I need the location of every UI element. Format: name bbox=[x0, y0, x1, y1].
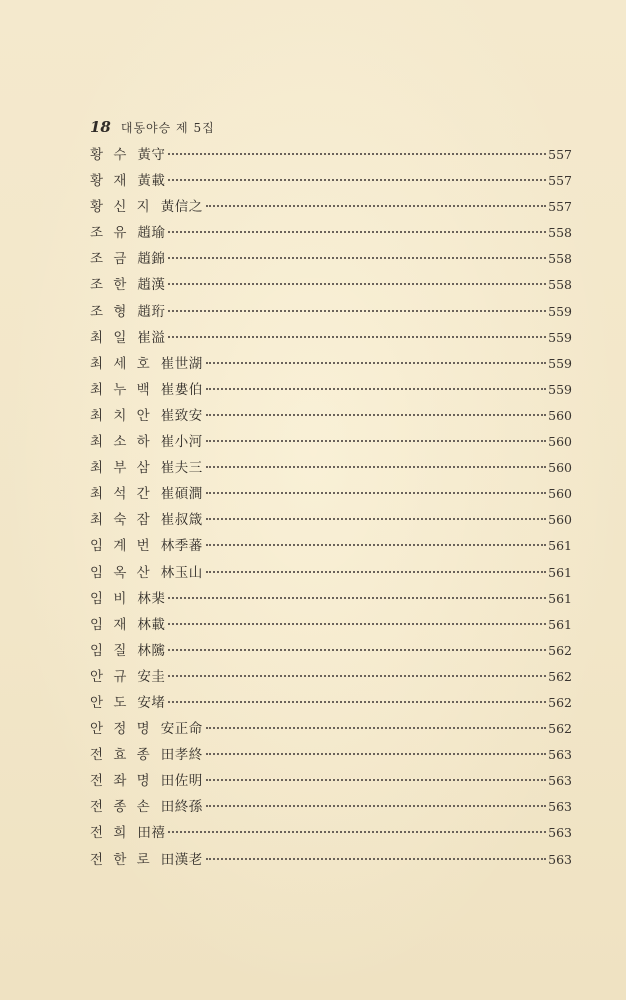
entry-hanja: 安圭 bbox=[137, 668, 166, 685]
entry-name: 임 비 bbox=[90, 590, 130, 607]
entry-hanja: 安正命 bbox=[160, 721, 203, 738]
entry-name: 최 누 백 bbox=[90, 381, 153, 398]
entry-page-number: 563 bbox=[548, 799, 572, 815]
toc-entry bbox=[90, 795, 572, 821]
dot-leader bbox=[168, 831, 546, 833]
entry-hanja: 崔碩澗 bbox=[160, 486, 203, 503]
toc-entry bbox=[90, 247, 572, 273]
entry-hanja: 崔夫三 bbox=[160, 460, 203, 477]
dot-leader bbox=[168, 623, 546, 625]
dot-leader bbox=[168, 336, 546, 338]
entry-page-number: 557 bbox=[548, 147, 572, 162]
entry-page-number: 560 bbox=[548, 460, 572, 476]
entry-name: 조 형 bbox=[90, 303, 130, 320]
entry-name: 황 신 지 bbox=[90, 199, 153, 216]
dot-leader bbox=[206, 205, 546, 207]
entry-name: 전 효 종 bbox=[90, 747, 153, 764]
entry-page-number: 562 bbox=[548, 694, 572, 710]
toc-entry bbox=[90, 352, 572, 378]
entry-name: 최 석 간 bbox=[90, 486, 153, 503]
entry-page-number: 561 bbox=[548, 564, 572, 580]
entry-name: 최 숙 잠 bbox=[90, 512, 153, 529]
dot-leader bbox=[206, 753, 546, 755]
toc-entry bbox=[90, 639, 572, 665]
entry-page-number: 560 bbox=[548, 512, 572, 528]
entry-page-number: 560 bbox=[548, 407, 572, 423]
dot-leader bbox=[168, 283, 546, 285]
dot-leader bbox=[206, 414, 546, 416]
entry-hanja: 崔叔箴 bbox=[160, 512, 203, 529]
page-number: 18 bbox=[90, 118, 111, 136]
toc-entry bbox=[90, 195, 572, 221]
entry-hanja: 黃信之 bbox=[160, 199, 203, 216]
entry-hanja: 趙瑜 bbox=[137, 225, 166, 242]
entry-hanja: 崔世湖 bbox=[160, 355, 203, 372]
entry-name: 최 소 하 bbox=[90, 434, 153, 451]
entry-page-number: 558 bbox=[548, 225, 572, 241]
dot-leader bbox=[168, 675, 546, 677]
entry-page-number: 563 bbox=[548, 773, 572, 789]
toc-entry bbox=[90, 221, 572, 247]
entry-name: 전 한 로 bbox=[90, 851, 153, 868]
entry-name: 전 좌 명 bbox=[90, 773, 153, 790]
entry-name: 전 희 bbox=[90, 825, 130, 842]
toc-entry bbox=[90, 404, 572, 430]
dot-leader bbox=[168, 597, 546, 599]
entry-page-number: 557 bbox=[548, 199, 572, 215]
entry-hanja: 黃載 bbox=[137, 173, 166, 190]
entry-name: 황 수 bbox=[90, 147, 130, 163]
dot-leader bbox=[206, 858, 546, 860]
entry-page-number: 560 bbox=[548, 434, 572, 450]
entry-hanja: 林棐 bbox=[137, 590, 166, 607]
entry-page-number: 563 bbox=[548, 851, 572, 867]
page-header bbox=[90, 118, 215, 140]
entry-hanja: 崔小河 bbox=[160, 434, 203, 451]
entry-hanja: 黃守 bbox=[137, 147, 166, 163]
entry-page-number: 561 bbox=[548, 616, 572, 632]
entry-name: 조 금 bbox=[90, 251, 130, 268]
entry-hanja: 安堵 bbox=[137, 694, 166, 711]
entry-page-number: 562 bbox=[548, 668, 572, 684]
entry-page-number: 562 bbox=[548, 721, 572, 737]
entry-hanja: 趙錦 bbox=[137, 251, 166, 268]
entry-page-number: 559 bbox=[548, 381, 572, 397]
entry-hanja: 崔婁伯 bbox=[160, 381, 203, 398]
entry-hanja: 田禧 bbox=[137, 825, 166, 842]
dot-leader bbox=[206, 388, 546, 390]
dot-leader bbox=[168, 153, 546, 155]
toc-entry bbox=[90, 534, 572, 560]
book-title: 대동야승 제 5집 bbox=[120, 121, 215, 135]
toc-entry bbox=[90, 717, 572, 743]
dot-leader bbox=[168, 179, 546, 181]
entry-page-number: 557 bbox=[548, 173, 572, 189]
dot-leader bbox=[206, 440, 546, 442]
entry-page-number: 563 bbox=[548, 747, 572, 763]
toc-entry bbox=[90, 482, 572, 508]
toc-entry bbox=[90, 665, 572, 691]
entry-name: 전 종 손 bbox=[90, 799, 153, 816]
entry-name: 안 정 명 bbox=[90, 721, 153, 738]
toc-entry bbox=[90, 691, 572, 717]
dot-leader bbox=[206, 727, 546, 729]
dot-leader bbox=[168, 257, 546, 259]
dot-leader bbox=[206, 805, 546, 807]
entry-hanja: 崔溢 bbox=[137, 329, 166, 346]
dot-leader bbox=[168, 649, 546, 651]
dot-leader bbox=[206, 466, 546, 468]
table-of-contents bbox=[90, 143, 572, 874]
entry-hanja: 崔致安 bbox=[160, 407, 203, 424]
toc-entry bbox=[90, 430, 572, 456]
toc-entry bbox=[90, 743, 572, 769]
entry-hanja: 林季蕃 bbox=[160, 538, 203, 555]
entry-hanja: 田漢老 bbox=[160, 851, 203, 868]
toc-entry bbox=[90, 169, 572, 195]
entry-page-number: 559 bbox=[548, 303, 572, 319]
toc-entry bbox=[90, 821, 572, 847]
entry-page-number: 559 bbox=[548, 329, 572, 345]
entry-name: 안 도 bbox=[90, 694, 130, 711]
entry-hanja: 田佐明 bbox=[160, 773, 203, 790]
entry-page-number: 560 bbox=[548, 486, 572, 502]
toc-entry bbox=[90, 508, 572, 534]
toc-entry bbox=[90, 143, 572, 169]
dot-leader bbox=[206, 544, 546, 546]
dot-leader bbox=[168, 231, 546, 233]
entry-name: 조 유 bbox=[90, 225, 130, 242]
entry-name: 최 치 안 bbox=[90, 407, 153, 424]
entry-hanja: 趙珩 bbox=[137, 303, 166, 320]
entry-name: 최 일 bbox=[90, 329, 130, 346]
entry-name: 안 규 bbox=[90, 668, 130, 685]
entry-hanja: 田終孫 bbox=[160, 799, 203, 816]
toc-entry bbox=[90, 561, 572, 587]
toc-entry bbox=[90, 587, 572, 613]
entry-name: 황 재 bbox=[90, 173, 130, 190]
entry-name: 최 부 삼 bbox=[90, 460, 153, 477]
entry-name: 임 옥 산 bbox=[90, 564, 153, 581]
entry-hanja: 林載 bbox=[137, 616, 166, 633]
dot-leader bbox=[168, 310, 546, 312]
entry-hanja: 田孝終 bbox=[160, 747, 203, 764]
toc-entry bbox=[90, 848, 572, 874]
entry-page-number: 562 bbox=[548, 642, 572, 658]
entry-name: 임 질 bbox=[90, 642, 130, 659]
toc-entry bbox=[90, 273, 572, 299]
entry-name: 임 계 번 bbox=[90, 538, 153, 555]
toc-entry bbox=[90, 769, 572, 795]
entry-hanja: 林玉山 bbox=[160, 564, 203, 581]
entry-page-number: 558 bbox=[548, 277, 572, 293]
dot-leader bbox=[168, 701, 546, 703]
entry-name: 조 한 bbox=[90, 277, 130, 294]
entry-name: 최 세 호 bbox=[90, 355, 153, 372]
entry-hanja: 林隲 bbox=[137, 642, 166, 659]
dot-leader bbox=[206, 362, 546, 364]
entry-page-number: 561 bbox=[548, 538, 572, 554]
toc-entry bbox=[90, 326, 572, 352]
dot-leader bbox=[206, 571, 546, 573]
dot-leader bbox=[206, 518, 546, 520]
entry-page-number: 558 bbox=[548, 251, 572, 267]
entry-page-number: 563 bbox=[548, 825, 572, 841]
entry-page-number: 559 bbox=[548, 355, 572, 371]
entry-name: 임 재 bbox=[90, 616, 130, 633]
dot-leader bbox=[206, 492, 546, 494]
entry-page-number: 561 bbox=[548, 590, 572, 606]
toc-entry bbox=[90, 300, 572, 326]
dot-leader bbox=[206, 779, 546, 781]
toc-entry bbox=[90, 613, 572, 639]
toc-entry bbox=[90, 378, 572, 404]
toc-entry bbox=[90, 456, 572, 482]
entry-hanja: 趙漢 bbox=[137, 277, 166, 294]
